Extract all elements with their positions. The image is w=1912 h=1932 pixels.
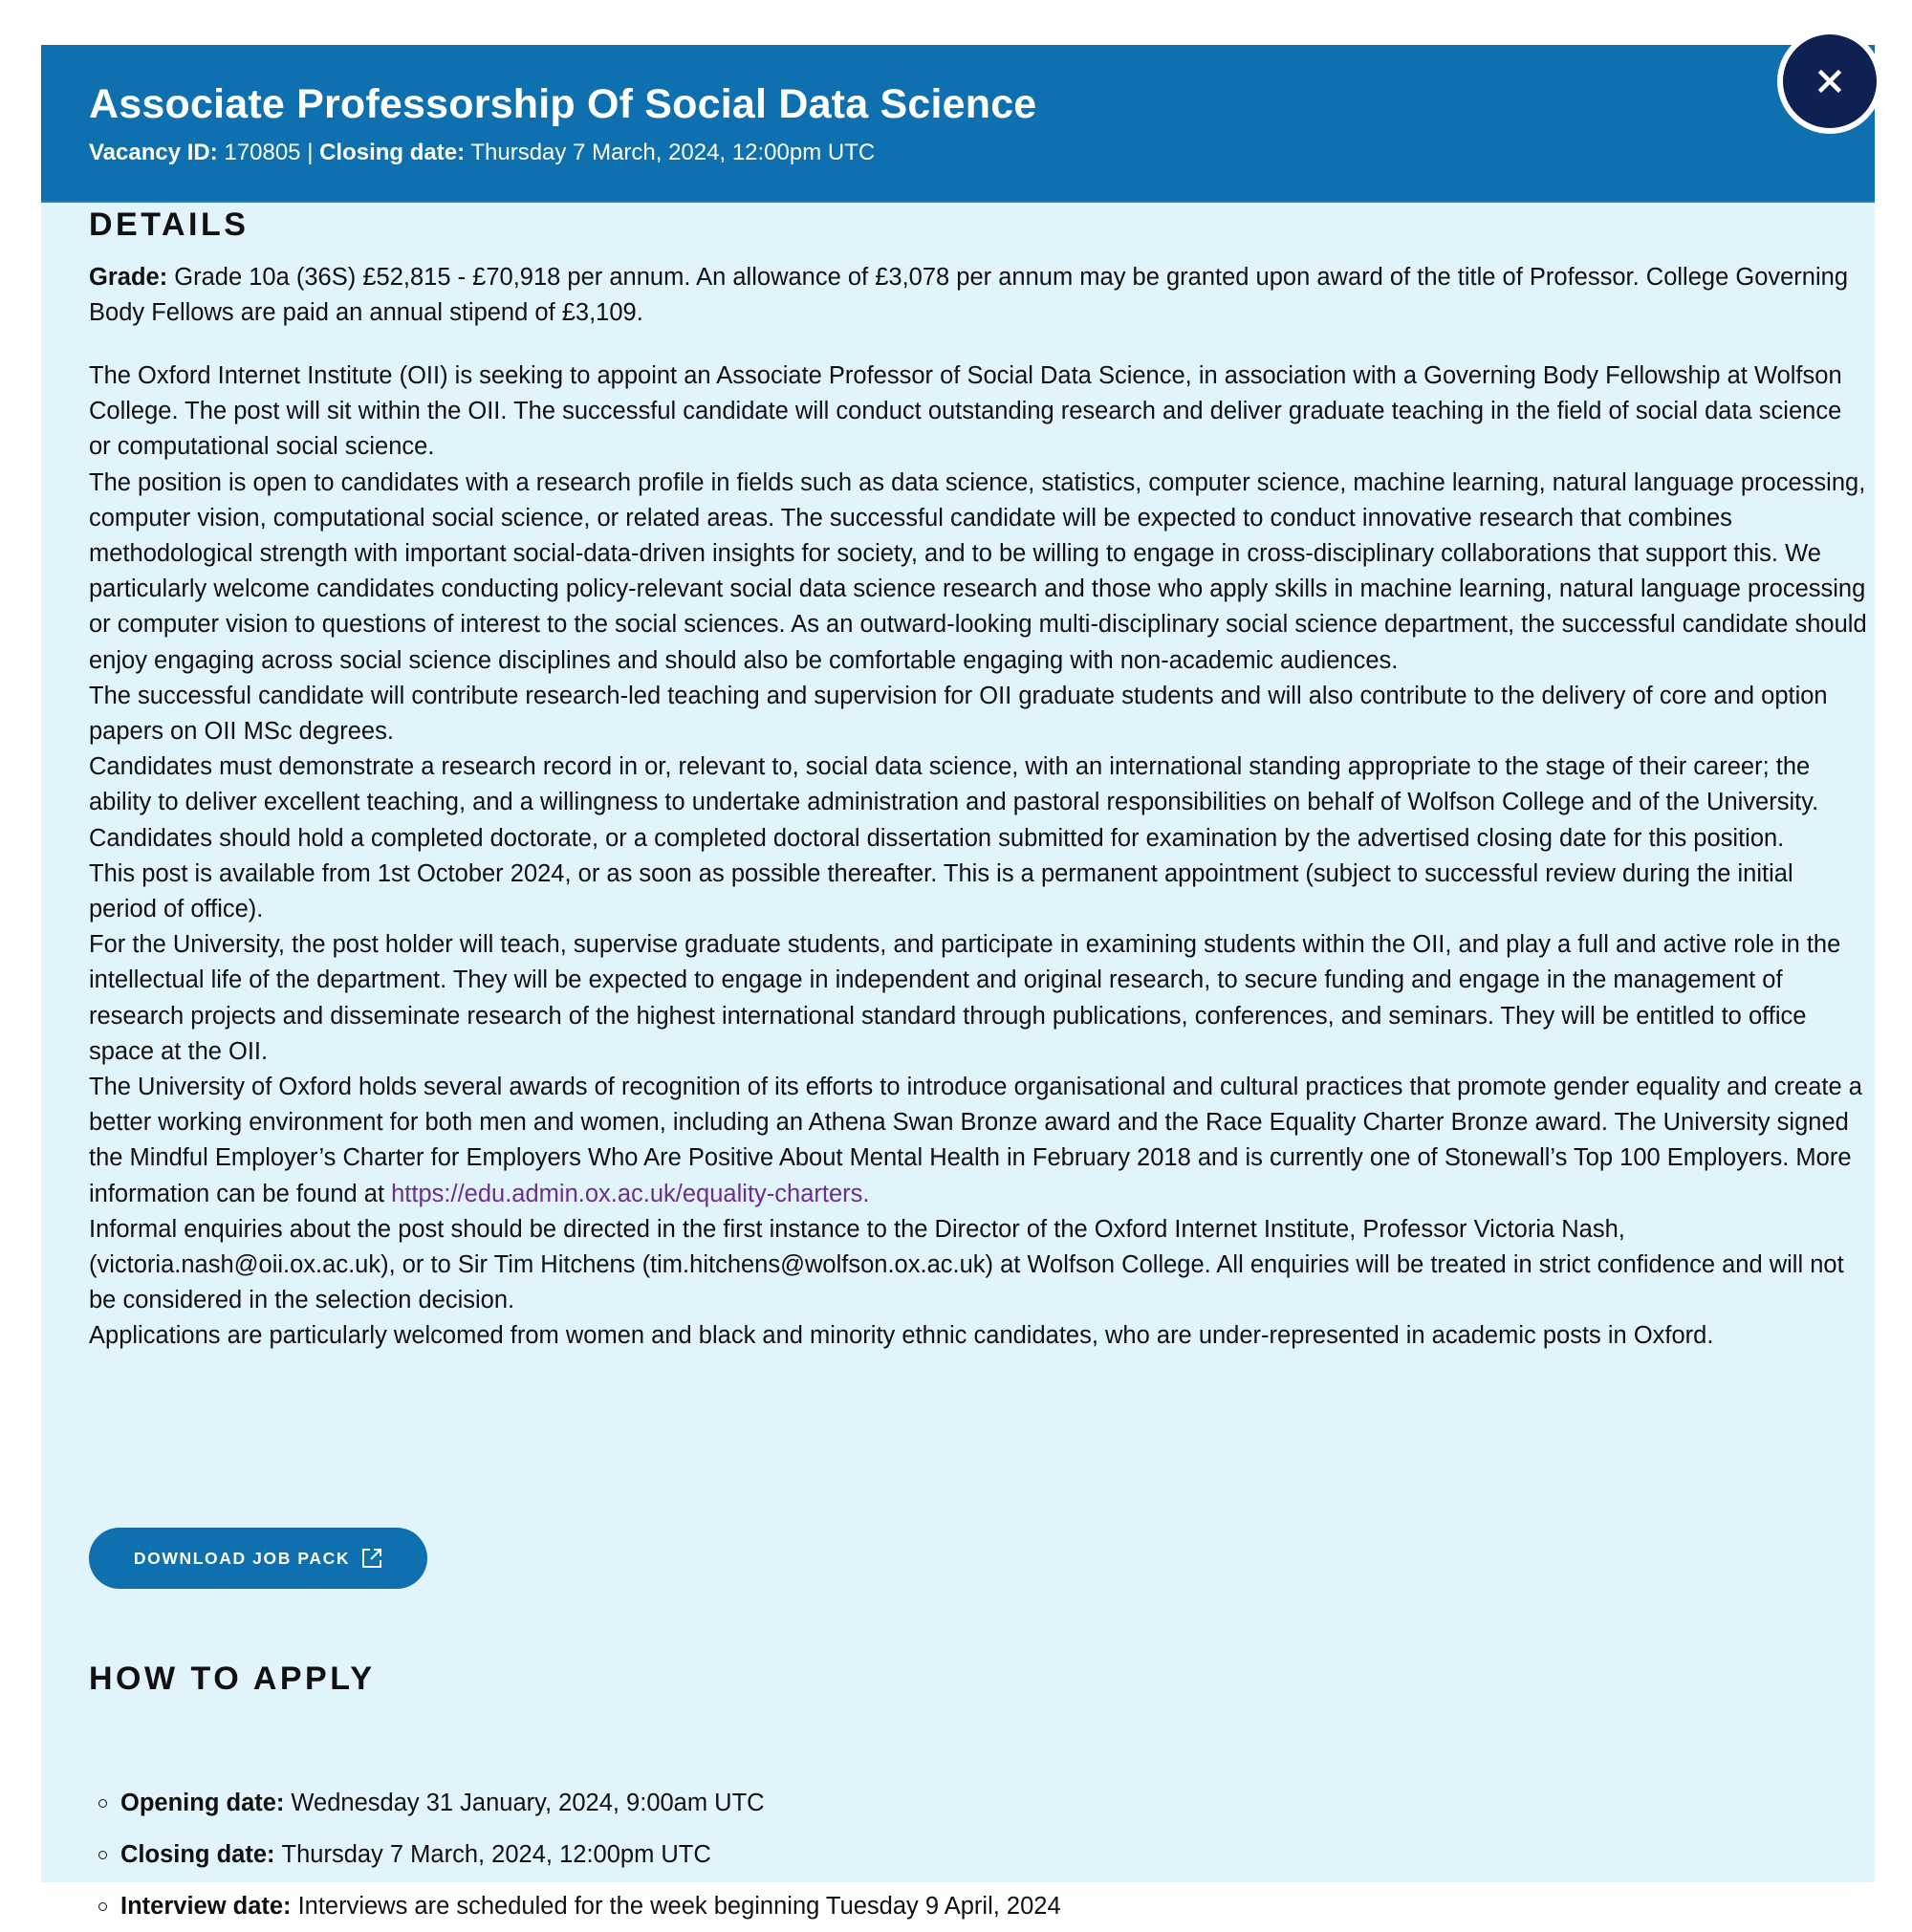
grade-text: Grade 10a (36S) £52,815 - £70,918 per annum. An allowance of £3,078 per annum may be granted upon award of the title of Professor. College Governing Body Fellows are paid an annual stipend of £3,109. xyxy=(89,264,1849,327)
closing-date-value: Thursday 7 March, 2024, 12:00pm UTC xyxy=(281,1840,711,1868)
list-item-interview-date xyxy=(89,1880,1061,1932)
vacancy-id-label: Vacancy ID: xyxy=(89,140,218,165)
grade-paragraph xyxy=(89,260,1867,331)
enquiries-paragraph: Informal enquiries about the post should be directed in the first instance to the Director of the Oxford Internet Institute, Professor Victoria Nash, (victoria.nash@oii.ox.ac.uk), or to Sir Tim Hitchens (tim.hitchens@wolfson.ox.ac.uk) at Wolfson College. All enquiries will be treated in strict confidence and will not be considered in the selection decision. xyxy=(89,1215,1844,1314)
circle-bullet-icon xyxy=(98,1902,107,1911)
opening-date-value: Wednesday 31 January, 2024, 9:00am UTC xyxy=(291,1789,765,1816)
vacancy-id-value: 170805 xyxy=(224,140,301,165)
close-button[interactable] xyxy=(1777,29,1882,134)
vacancy-meta xyxy=(89,140,875,166)
key-dates-list xyxy=(89,1777,1061,1932)
circle-bullet-icon xyxy=(98,1851,107,1859)
list-item-opening-date xyxy=(89,1777,1061,1829)
list-item-closing-date xyxy=(89,1829,1061,1880)
meta-separator: | xyxy=(307,140,314,165)
interview-date-value: Interviews are scheduled for the week beginning Tuesday 9 April, 2024 xyxy=(297,1892,1061,1920)
opening-date-label: Opening date: xyxy=(120,1789,285,1816)
interview-date-label: Interview date: xyxy=(120,1892,292,1920)
description-paragraph: Candidates must demonstrate a research record in or, relevant to, social data science, with an international standing appropriate to the stage of their career; the ability to deliver excellent teaching, and a willingness to undertake administration and pastoral responsibilities on behalf of Wolfson College and of the University. Candidates should hold a completed doctorate, or a completed doctoral dissertation submitted for examination by the advertised closing date for this position. xyxy=(89,753,1819,852)
circle-bullet-icon xyxy=(98,1799,107,1808)
description-paragraph: This post is available from 1st October 2024, or as soon as possible thereafter. This is a permanent appointment (subject to successful review during the initial period of office). xyxy=(89,859,1793,923)
grade-label: Grade: xyxy=(89,264,168,291)
closing-date-value: Thursday 7 March, 2024, 12:00pm UTC xyxy=(470,140,876,165)
description-body xyxy=(89,358,1867,1355)
closing-date-label: Closing date: xyxy=(319,140,466,165)
close-button-inner xyxy=(1783,34,1877,128)
equality-paragraph xyxy=(89,1070,1867,1212)
equality-charters-link[interactable]: https://edu.admin.ox.ac.uk/equality-charters. xyxy=(391,1180,870,1207)
job-details-modal xyxy=(41,45,1875,1920)
description-paragraph: For the University, the post holder will teach, supervise graduate students, and participate in examining students within the OII, and play a full and active role in the intellectual life of the department. They will be expected to engage in independent and original research, to secure funding and engage in the management of research projects and disseminate research of the highest international standard through publications, conferences, and seminars. They will be entitled to office space at the OII. xyxy=(89,931,1841,1065)
applications-paragraph: Applications are particularly welcomed from women and black and minority ethnic candidates, who are under-represented in academic posts in Oxford. xyxy=(89,1322,1714,1350)
description-paragraph: The position is open to candidates with a research profile in fields such as data science, statistics, computer science, machine learning, natural language processing, computer vision, computational social science, or related areas. The successful candidate will be expected to conduct innovative research that combines methodological strength with important social-data-driven insights for society, and to be willing to engage in cross-disciplinary collaborations that support this. We particularly welcome candidates conducting policy-relevant social data science research and those who apply skills in machine learning, natural language processing or computer vision to questions of interest to the social sciences. As an outward-looking multi-disciplinary social science department, the successful candidate should enjoy engaging across social science disciplines and should also be comfortable engaging with non-academic audiences. xyxy=(89,468,1867,674)
download-job-pack-button[interactable] xyxy=(89,1528,427,1589)
description-paragraph: The successful candidate will contribute research-led teaching and supervision for OII graduate students and will also contribute to the delivery of core and option papers on OII MSc degrees. xyxy=(89,682,1828,746)
description-paragraph: The Oxford Internet Institute (OII) is seeking to appoint an Associate Professor of Social Data Science, in association with a Governing Body Fellowship at Wolfson College. The post will sit within the OII. The successful candidate will conduct outstanding research and deliver graduate teaching in the field of social data science or computational social science. xyxy=(89,362,1842,461)
download-button-label: DOWNLOAD JOB PACK xyxy=(133,1548,351,1568)
closing-date-label: Closing date: xyxy=(120,1840,275,1868)
job-title: Associate Professorship Of Social Data Science xyxy=(89,81,1037,127)
close-x-icon xyxy=(1817,69,1842,94)
how-to-apply-heading: HOW TO APPLY xyxy=(89,1661,376,1697)
equality-text: The University of Oxford holds several awards of recognition of its efforts to introduce organisational and cultural practices that promote gender equality and create a better working environment for both men and women, including an Athena Swan Bronze award and the Race Equality Charter Bronze award. The University signed the Mindful Employer’s Charter for Employers Who Are Positive About Mental Health in February 2018 and is currently one of Stonewall’s Top 100 Employers. More information can be found at xyxy=(89,1074,1862,1207)
external-link-icon xyxy=(361,1548,382,1569)
modal-header xyxy=(41,45,1875,203)
details-heading: DETAILS xyxy=(89,206,250,243)
